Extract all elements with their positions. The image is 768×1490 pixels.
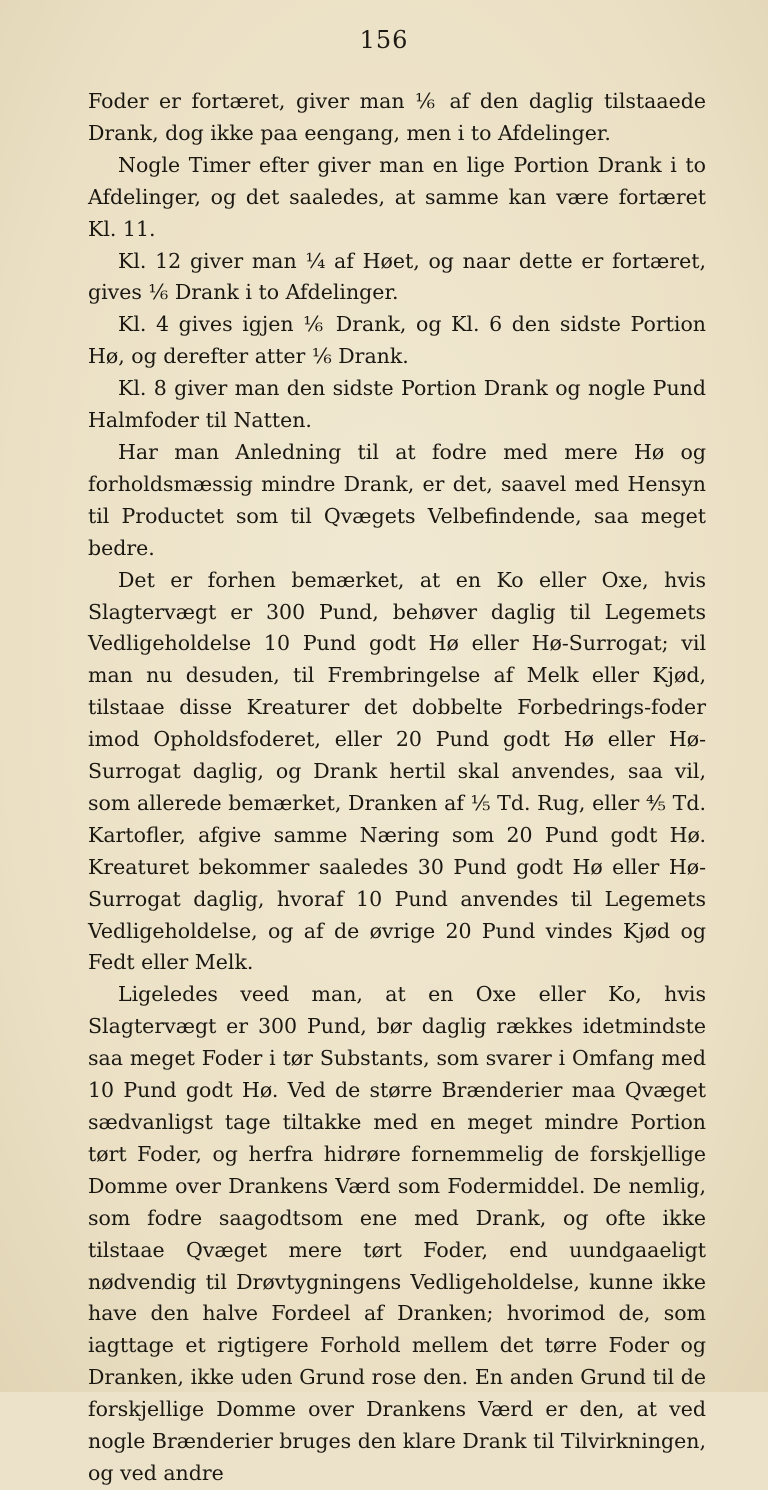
- body-text: [88, 86, 706, 1490]
- paragraph: Nogle Timer efter giver man en lige Portion Drank i to Afdelinger, og det saaledes, at samme kan være fortæret Kl. 11.: [88, 152, 706, 241]
- paragraph: Det er forhen bemærket, at en Ko eller Oxe, hvis Slagtervægt er 300 Pund, behøver daglig til Legemets Vedligeholdelse 10 Pund godt Hø eller Hø-Surrogat; vil man nu desuden, til Frembringelse af Melk eller Kjød, tilstaae disse Kreaturer det dobbelte Forbedrings-foder imod Opholdsfoderet, eller 20 Pund godt Hø eller Hø-Surrogat daglig, og Drank hertil skal anvendes, saa vil, som allerede bemærket, Dranken af ⅕ Td. Rug, eller ⅘ Td. Kartofler, afgive samme Næring som 20 Pund godt Hø. Kreaturet bekommer saaledes 30 Pund godt Hø eller Hø-Surrogat daglig, hvoraf 10 Pund anvendes til Legemets Vedligeholdelse, og af de øvrige 20 Pund vindes Kjød og Fedt eller Melk.: [88, 567, 706, 975]
- paragraph: Har man Anledning til at fodre med mere Hø og forholdsmæssig mindre Drank, er det, saavel med Hensyn til Productet som til Qvægets Velbefindende, saa meget bedre.: [88, 439, 706, 560]
- paragraph: Ligeledes veed man, at en Oxe eller Ko, hvis Slagtervægt er 300 Pund, bør daglig rækkes idetmindste saa meget Foder i tør Substants, som svarer i Omfang med 10 Pund godt Hø. Ved de større Brænderier maa Qvæget sædvanligst tage tiltakke med en meget mindre Portion tørt Foder, og herfra hidrøre fornemmelig de forskjellige Domme over Drankens Værd som Fodermiddel. De nemlig, som fodre saagodtsom ene med Drank, og ofte ikke tilstaae Qvæget mere tørt Foder, end uundgaaeligt nødvendig til Drøvtygningens Vedligeholdelse, kunne ikke have den halve Fordeel af Dranken; hvorimod de, som iagttage et rigtigere Forhold mellem det tørre Foder og Dranken, ikke uden Grund rose den. En anden Grund til de forskjellige Domme over Drankens Værd er den, at ved nogle Brænderier bruges den klare Drank til Tilvirkningen, og ved andre: [88, 982, 706, 1485]
- page-number: 156: [359, 26, 409, 54]
- paragraph: Foder er fortæret, giver man ⅙ af den daglig tilstaaede Drank, dog ikke paa eengang, men i to Afdelinger.: [88, 89, 706, 145]
- paragraph: Kl. 4 gives igjen ⅙ Drank, og Kl. 6 den sidste Portion Hø, og derefter atter ⅙ Drank.: [88, 312, 706, 369]
- paragraph: Kl. 8 giver man den sidste Portion Drank og nogle Pund Halmfoder til Natten.: [88, 376, 706, 433]
- paragraph: Kl. 12 giver man ¼ af Høet, og naar dette er fortæret, gives ⅙ Drank i to Afdelinger.: [88, 248, 706, 305]
